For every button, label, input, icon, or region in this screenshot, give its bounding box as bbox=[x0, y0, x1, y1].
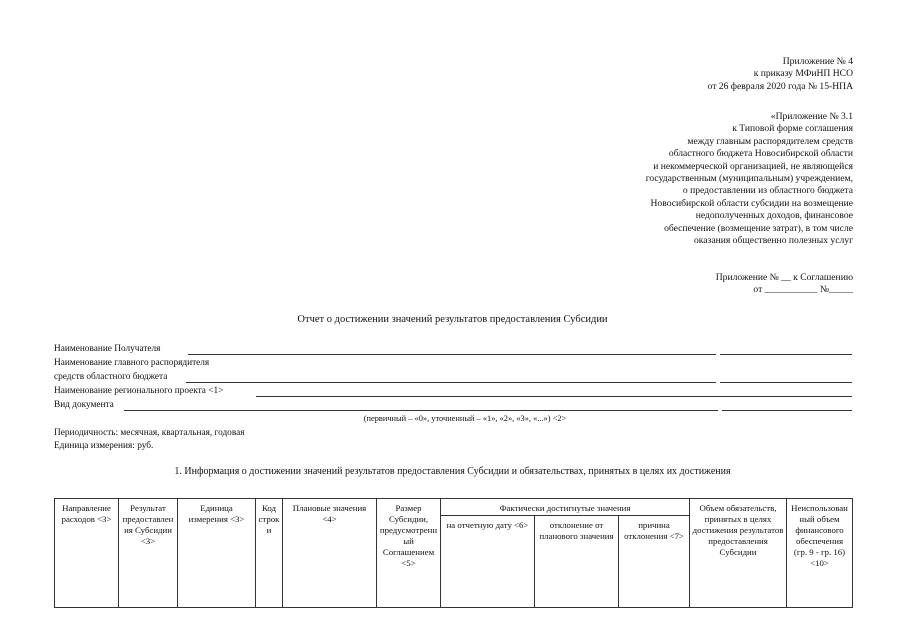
appendix-4-line: к приказу МФиНП НСО bbox=[753, 68, 853, 80]
col-header-fact-date: на отчетную дату <6> bbox=[441, 516, 535, 608]
agreement-reference-line: от ___________ №_____ bbox=[753, 284, 853, 296]
section-1-title: 1. Информация о достижении значений результатов предоставления Субсидии и обязательствах, принятых в целях их достижения bbox=[174, 466, 731, 477]
appendix-4-line: от 26 февраля 2020 года № 15-НПА bbox=[707, 80, 853, 92]
appendix-4-header bbox=[708, 56, 853, 93]
col-header-code: Код строки bbox=[256, 499, 283, 608]
col-header-obligations: Объем обязательств, принятых в целях достижения результатов предоставления Субсидии bbox=[690, 499, 787, 608]
appendix-3-1-line: оказания общественно полезных услуг bbox=[693, 235, 853, 247]
doc-type-label: Вид документа bbox=[54, 400, 114, 410]
project-line[interactable] bbox=[256, 396, 852, 397]
col-header-result: Результат предоставления Субсидии <3> bbox=[119, 499, 178, 608]
appendix-3-1-line: о предоставлении из областного бюджета bbox=[682, 185, 853, 197]
col-header-fact-reason: причина отклонения <7> bbox=[619, 516, 690, 608]
col-header-plan: Плановые значения <4> bbox=[283, 499, 377, 608]
periodicity-text: Периодичность: месячная, квартальная, годовая bbox=[54, 428, 245, 438]
appendix-3-1-line: и некоммерческой организацией, не являющейся bbox=[653, 160, 853, 172]
appendix-3-1-line: к Типовой форме соглашения bbox=[732, 123, 853, 135]
appendix-3-1-line: между главным распорядителем средств bbox=[687, 135, 853, 147]
report-title: Отчет о достижении значений результатов предоставления Субсидии bbox=[297, 314, 608, 325]
recipient-code-line[interactable] bbox=[720, 354, 852, 355]
col-header-fact: Фактически достигнутые значения bbox=[441, 499, 690, 516]
doc-type-code-line[interactable] bbox=[722, 410, 852, 411]
col-header-unused: Неиспользованный объем финансового обеспечения (гр. 9 - гр. 16) <10> bbox=[787, 499, 853, 608]
recipient-label: Наименование Получателя bbox=[54, 344, 161, 354]
agreement-reference-line: Приложение № __ к Соглашению bbox=[715, 272, 853, 283]
col-header-amount: Размер Субсидии, предусмотренный Соглашением <5> bbox=[377, 499, 441, 608]
results-table bbox=[54, 498, 853, 608]
doc-type-line[interactable] bbox=[124, 410, 718, 411]
recipient-line[interactable] bbox=[188, 354, 716, 355]
appendix-3-1-line: Новосибирской области субсидии на возмещение bbox=[650, 197, 853, 209]
agreement-reference bbox=[716, 272, 853, 297]
appendix-4-line: Приложение № 4 bbox=[782, 56, 853, 67]
doc-type-hint: (первичный – «0», уточненный – «1», «2», «3», «...») <2> bbox=[363, 414, 567, 423]
appendix-3-1-line: «Приложение № 3.1 bbox=[770, 111, 853, 122]
unit-text: Единица измерения: руб. bbox=[54, 441, 154, 451]
appendix-3-1-line: недополученных доходов, финансовое bbox=[695, 210, 853, 222]
appendix-3-1-line: обеспечение (возмещение затрат), в том числе bbox=[664, 222, 853, 234]
appendix-3-1-header bbox=[646, 111, 853, 247]
manager-code-line[interactable] bbox=[720, 382, 852, 383]
manager-line[interactable] bbox=[186, 382, 716, 383]
col-header-direction: Направление расходов <3> bbox=[55, 499, 119, 608]
project-label: Наименование регионального проекта <1> bbox=[54, 386, 224, 396]
appendix-3-1-line: государственным (муниципальным) учреждением, bbox=[645, 173, 853, 185]
appendix-3-1-line: областного бюджета Новосибирской области bbox=[668, 148, 853, 160]
col-header-fact-deviation: отклонение от планового значения bbox=[535, 516, 619, 608]
manager-label-line2: средств областного бюджета bbox=[54, 372, 168, 382]
manager-label-line1: Наименование главного распорядителя bbox=[54, 358, 210, 368]
col-header-unit: Единица измерения <3> bbox=[178, 499, 256, 608]
